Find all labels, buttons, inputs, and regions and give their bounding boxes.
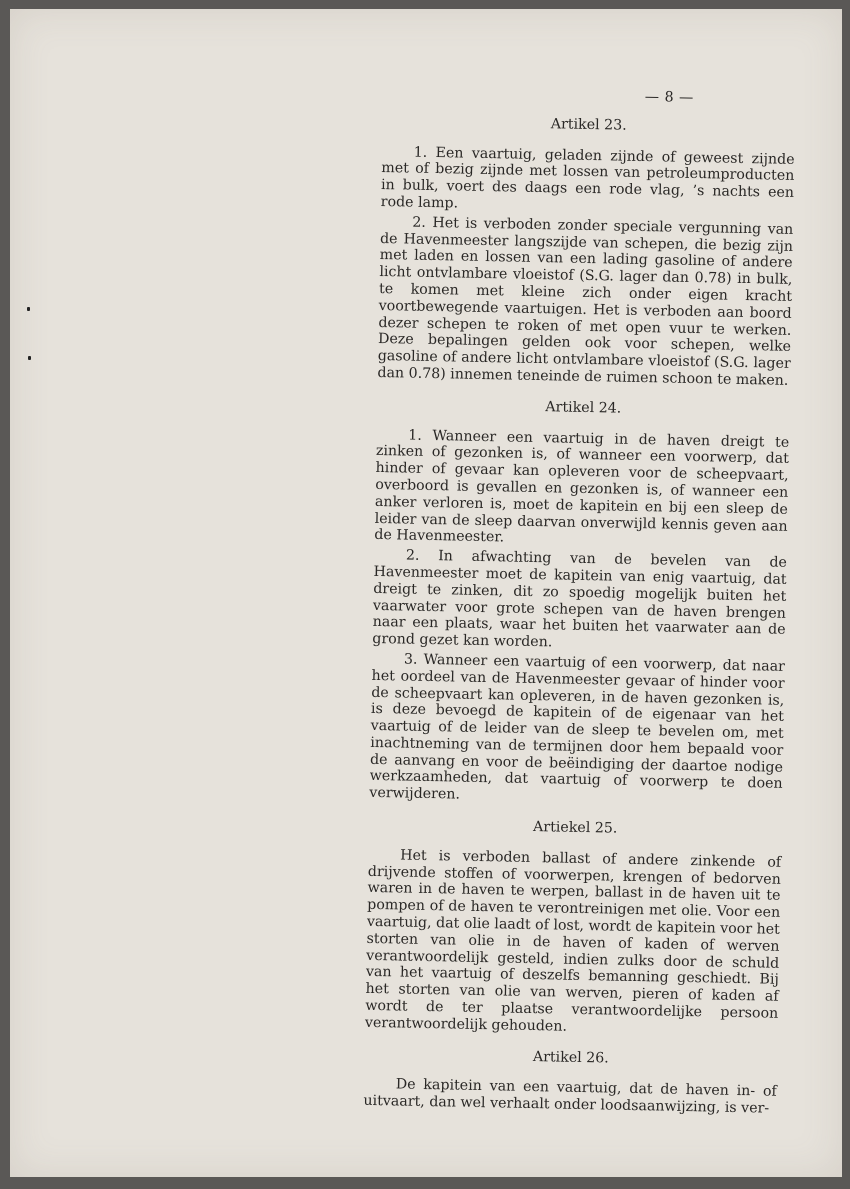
page-content (363, 84, 796, 1132)
article-heading: Artikel 23. (550, 116, 627, 134)
article-paragraph: 2. In afwachting van de bevelen van de Havenmeester moet de kapitein van enig vaartuig, dat dreigt te zinken, dit zo spoedig mogelijk buiten het vaarwater voor grote schepen van de haven brengen naar een plaats, waar het buiten het vaarwater aan de grond gezet kan worden. (372, 547, 788, 651)
article-heading: Artikel 24. (545, 398, 622, 417)
article-paragraph: Het is verboden ballast of andere zinkende of drijvende stoffen of voorwerpen, krengen of bedorven waren in de haven te werpen, ballast in de haven uit te pompen of de haven te verontreinigen met olie. Voor een vaartuig, dat olie laadt of lost, wordt de kapitein voor het storten van olie in de haven of kaden of werven verantwoordelijk gesteld, indien zulks door de schuld van het vaartuig of deszelfs bemanning geschiedt. Bij het storten van olie van werven, pieren of kaden af wordt de ter plaatse verantwoordelijke persoon verantwoordelijk gehouden. (364, 847, 782, 1035)
article-paragraph: De kapitein van een vaartuig, dat de haven in- of uitvaart, dan wel verhaalt onder loodsaanwijzing, is ver- (363, 1076, 777, 1117)
article-23 (377, 113, 795, 390)
article-heading: Artiekel 25. (532, 819, 618, 837)
article-paragraph: 1. Een vaartuig, geladen zijnde of geweest zijnde met of bezig zijnde met lossen van petroleumproducten in bulk, voert des daags een rode vlag, ’s nachts een rode lamp. (380, 144, 795, 212)
article-paragraph: 1. Wanneer een vaartuig in de haven dreigt te zinken of gezonken is, of wanneer een voorwerp, dat hinder of gevaar kan opleveren voor de scheepvaart, overboord is gevallen en gezonken is, of wanneer een anker verloren is, moet de kapitein en bij een sleep de leider van de sleep daarvan onverwijld kennis geven aan de Havenmeester. (374, 427, 790, 546)
article-26 (363, 1045, 777, 1117)
page-number: — 8 — (644, 89, 694, 106)
margin-mark (28, 356, 31, 360)
article-25 (365, 816, 782, 1039)
article-paragraph: 3. Wanneer een vaartuig of een voorwerp, dat naar het oordeel van de Havenmeester gevaar of hinder voor de scheepvaart kan opleveren, in de haven gezonken is, is deze bevoegd de kapitein of de eigenaar van het vaartuig of de leider van de sleep te bevelen om, met inachtneming van de termijnen door hem bepaald voor de aanvang en voor de beëindiging der daartoe nodige werkzaamheden, dat vaartuig of voorwerp te doen verwijderen. (369, 651, 786, 803)
margin-mark (27, 307, 30, 311)
article-paragraph: 2. Het is verboden zonder speciale vergunning van de Havenmeester langszijde van schepen, die bezig zijn met laden en lossen van een lading gasoline of andere licht ontvlambare vloeistof (S.G. lager dan 0.78) in bulk, te komen met kleine zich onder eigen kracht voortbewegende vaartuigen. Het is verboden aan boord dezer schepen te roken of met open vuur te werken. Deze bepalingen gelden ook voor schepen, welke gasoline of andere licht ontvlambare vloeistof (S.G. lager dan 0.78) innemen teneinde de ruimen schoon te maken. (377, 214, 794, 389)
article-heading: Artikel 26. (532, 1048, 609, 1067)
article-24 (369, 396, 790, 810)
